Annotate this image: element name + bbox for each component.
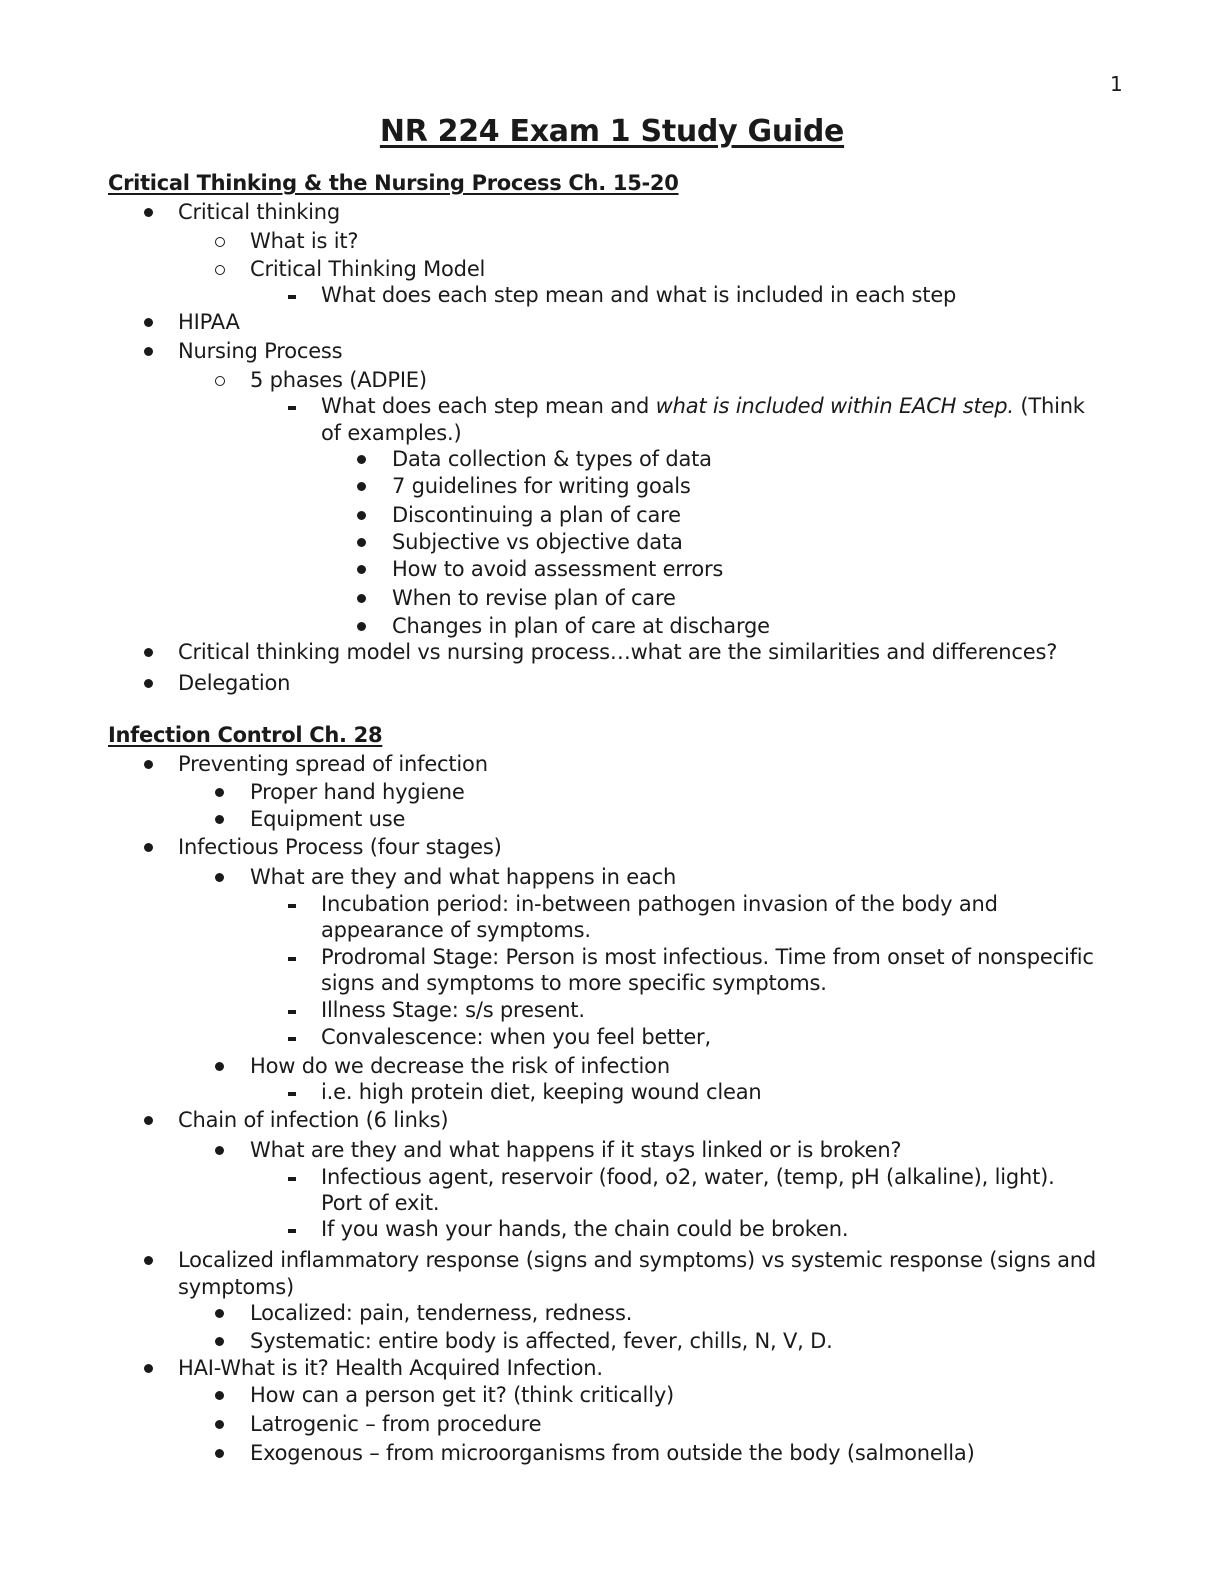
list-item: Subjective vs objective data — [392, 530, 683, 554]
list-item: Critical thinking model vs nursing process…what are the similarities and differences? — [178, 640, 1058, 664]
section-heading-infection-control: Infection Control Ch. 28 — [108, 723, 383, 747]
list-item: Convalescence: when you feel better, — [321, 1025, 711, 1049]
list-item: 5 phases (ADPIE) — [250, 368, 427, 392]
list-item: Delegation — [178, 671, 291, 695]
list-item: Systematic: entire body is affected, fever, chills, N, V, D. — [250, 1329, 833, 1353]
list-item-continuation: Port of exit. — [321, 1191, 440, 1215]
page-number: 1 — [1110, 72, 1123, 96]
list-item-emphasis: what is included within EACH step. — [655, 394, 1014, 418]
list-item-text: What does each step mean and — [321, 394, 656, 418]
list-item — [321, 393, 1085, 420]
list-item: Data collection & types of data — [392, 447, 712, 471]
list-item: Latrogenic – from procedure — [250, 1412, 542, 1436]
list-item: Exogenous – from microorganisms from outside the body (salmonella) — [250, 1441, 975, 1465]
list-item: Prodromal Stage: Person is most infectious. Time from onset of nonspecific — [321, 945, 1094, 969]
list-item: How do we decrease the risk of infection — [250, 1054, 670, 1078]
list-item: i.e. high protein diet, keeping wound clean — [321, 1080, 762, 1104]
list-item: Equipment use — [250, 807, 406, 831]
list-item: Infectious Process (four stages) — [178, 835, 502, 859]
list-item: Discontinuing a plan of care — [392, 503, 681, 527]
list-item: Critical thinking — [178, 200, 341, 224]
list-item: HAI-What is it? Health Acquired Infection. — [178, 1356, 603, 1380]
list-item-continuation: of examples.) — [321, 421, 462, 445]
section-heading-critical-thinking: Critical Thinking & the Nursing Process Ch. 15-20 — [108, 171, 679, 195]
list-item: Nursing Process — [178, 339, 343, 363]
list-item: Preventing spread of infection — [178, 752, 488, 776]
list-item-continuation: signs and symptoms to more specific symptoms. — [321, 971, 827, 995]
list-item: Illness Stage: s/s present. — [321, 998, 585, 1022]
list-item: 7 guidelines for writing goals — [392, 474, 691, 498]
list-item-continuation: appearance of symptoms. — [321, 918, 591, 942]
list-item: Changes in plan of care at discharge — [392, 614, 770, 638]
list-item: How can a person get it? (think critically) — [250, 1383, 675, 1407]
list-item-continuation: symptoms) — [178, 1275, 295, 1299]
list-item: What are they and what happens in each — [250, 865, 677, 889]
list-item: Localized: pain, tenderness, redness. — [250, 1301, 633, 1325]
list-item: Critical Thinking Model — [250, 257, 486, 281]
list-item: HIPAA — [178, 310, 240, 334]
list-item: Localized inflammatory response (signs and symptoms) vs systemic response (signs and — [178, 1248, 1097, 1272]
list-item: What are they and what happens if it stays linked or is broken? — [250, 1138, 902, 1162]
list-item: If you wash your hands, the chain could be broken. — [321, 1217, 849, 1241]
list-item: What is it? — [250, 229, 359, 253]
list-item: Proper hand hygiene — [250, 780, 465, 804]
list-item: What does each step mean and what is included in each step — [321, 283, 957, 307]
list-item: Infectious agent, reservoir (food, o2, water, (temp, pH (alkaline), light). — [321, 1165, 1055, 1189]
list-item: Chain of infection (6 links) — [178, 1108, 449, 1132]
list-item: Incubation period: in-between pathogen invasion of the body and — [321, 892, 998, 916]
list-item: When to revise plan of care — [392, 586, 676, 610]
list-item-text: (Think — [1013, 394, 1085, 418]
document-title: NR 224 Exam 1 Study Guide — [379, 114, 845, 149]
list-item: How to avoid assessment errors — [392, 557, 724, 581]
